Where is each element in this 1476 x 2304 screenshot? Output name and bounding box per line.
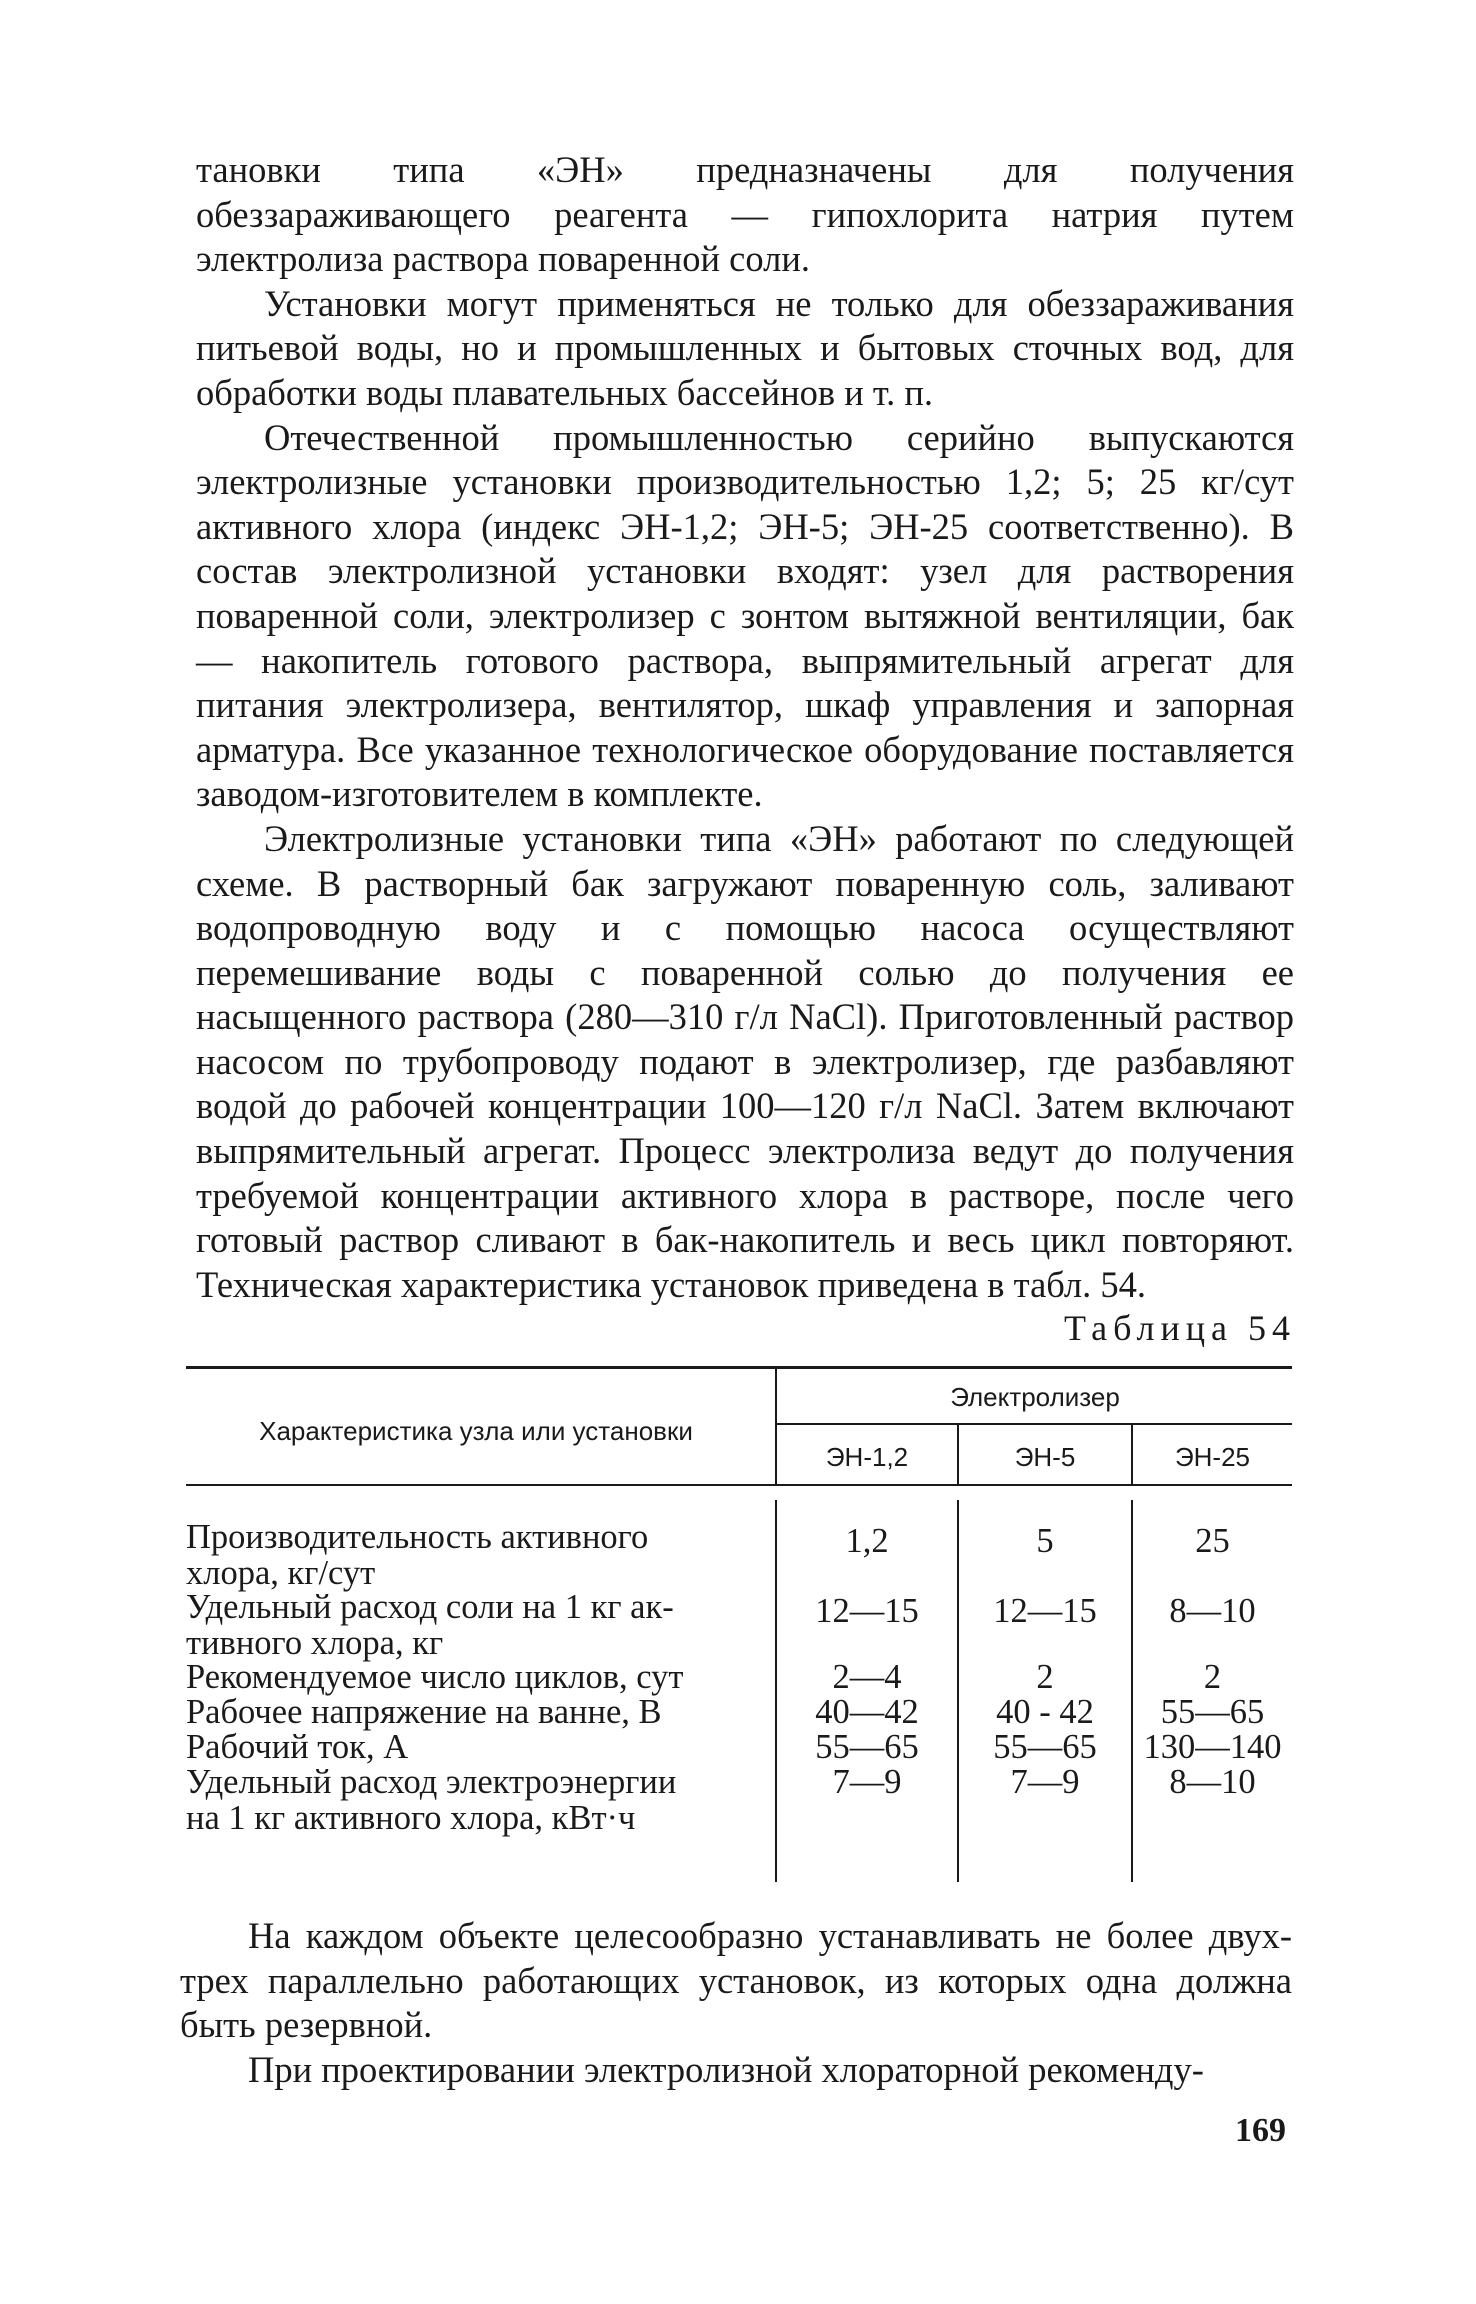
paragraph-4: Электролизные установки типа «ЭН» работают по следующей схеме. В растворный бак загружают поваренную соль, заливают водопроводную воду и с помощью насоса осуществляют перемешивание воды с поваренной солью до получения ее насыщенного раствора (280—310 г/л NaCl). Приготовленный раствор насосом по трубопроводу подают в электролизер, где разбавляют водой до рабочей концентрации 100—120 г/л NaCl. Затем включают выпрямительный агрегат. Процесс электролиза ведут до получения требуемой концентрации активного хлора в растворе, после чего готовый раствор сливают в бак-накопитель и весь цикл повторяют. Техническая характеристика установок приведена в табл. 54. [196, 817, 1294, 1305]
label-line: Рекомендуемое число циклов, сут [186, 1658, 684, 1696]
paragraph-5: На каждом объекте целесообразно устанавливать не более двух-трех параллельно работающих установок, из которых одна должна быть резервной. [180, 1915, 1292, 2046]
table-cell: 8—10 [1169, 1763, 1256, 1801]
table-top-rule [186, 1366, 1292, 1369]
table-row-label [186, 1520, 766, 1591]
table-cell: 12—15 [815, 1592, 919, 1630]
table-row-label [186, 1590, 766, 1661]
table-cell: 2 [1036, 1658, 1054, 1696]
table-row-label [186, 1660, 766, 1696]
table-cell: 40 - 42 [996, 1693, 1094, 1731]
column-header-model: ЭН-5 [1014, 1442, 1076, 1472]
body-text-bottom [180, 1914, 1292, 2092]
table-row-label [186, 1730, 766, 1766]
column-header-model: ЭН-25 [1174, 1442, 1251, 1472]
paragraph-2: Установки могут применяться не только для обеззараживания питьевой воды, но и промышленных и бытовых сточных вод, для обработки воды плавательных бассейнов и т. п. [196, 282, 1294, 413]
table-cell: 12—15 [993, 1592, 1097, 1630]
table-cell: 2 [1203, 1658, 1222, 1696]
paragraph-6: При проектировании электролизной хлораторной рекоменду- [248, 2048, 1204, 2090]
table-cell: 1,2 [845, 1522, 889, 1560]
table-cell: 7—9 [1010, 1763, 1080, 1801]
label-line: на 1 кг активного хлора, кВт·ч [186, 1798, 636, 1837]
table-divider [775, 1366, 777, 1486]
label-line: хлора, кг/сут [186, 1553, 376, 1592]
table-divider [775, 1500, 777, 1882]
label-line: Рабочее напряжение на ванне, В [186, 1693, 662, 1731]
paragraph-3: Отечественной промышленностью серийно выпускаются электролизные установки производительностью 1,2; 5; 25 кг/сут активного хлора (индекс ЭН-1,2; ЭН-5; ЭН-25 соответственно). В состав электролизной установки входят: узел для растворения поваренной соли, электролизер с зонтом вытяжной вентиляции, бак — накопитель готового раствора, выпрямительный агрегат для питания электролизера, вентилятор, шкаф управления и запорная арматура. Все указанное технологическое оборудование поставляется заводом-изготовителем в комплекте. [196, 416, 1294, 815]
paragraph-1: тановки типа «ЭН» предназначены для получения обеззараживающего реагента — гипохлорита натрия путем электролиза раствора поваренной соли. [196, 149, 1294, 280]
group-header-electrolyzer: Электролизер [950, 1382, 1120, 1412]
table-caption: Таблица 54 [1064, 1308, 1296, 1348]
body-text-top [196, 148, 1294, 1307]
table-cell: 2—4 [832, 1658, 902, 1696]
column-header-characteristic: Характеристика узла или установки [259, 1416, 693, 1446]
table-cell: 7—9 [832, 1763, 902, 1801]
spec-table [186, 1366, 1292, 1882]
table-cell: 5 [1036, 1522, 1054, 1560]
page-number: 169 [1235, 2112, 1286, 2149]
table-header-rule [186, 1484, 1292, 1486]
table-row-label [186, 1695, 766, 1731]
label-line: Удельный расход соли на 1 кг ак- [186, 1588, 674, 1626]
label-line: Производительность активного [186, 1518, 649, 1556]
table-cell: 25 [1195, 1522, 1230, 1560]
table-cell: 55—65 [1160, 1693, 1265, 1731]
label-line: Удельный расход электроэнергии [186, 1763, 677, 1801]
table-cell: 8—10 [1169, 1592, 1256, 1630]
table-cell: 40—42 [815, 1693, 919, 1731]
table-cell: 55—65 [815, 1728, 919, 1766]
table-cell: 130—140 [1143, 1728, 1282, 1766]
table-cell: 55—65 [993, 1728, 1097, 1766]
table-row-label [186, 1765, 766, 1836]
label-line: Рабочий ток, А [186, 1728, 409, 1766]
table-group-rule [776, 1423, 1292, 1425]
column-header-model: ЭН-1,2 [825, 1442, 909, 1472]
label-line: тивного хлора, кг [186, 1623, 444, 1662]
